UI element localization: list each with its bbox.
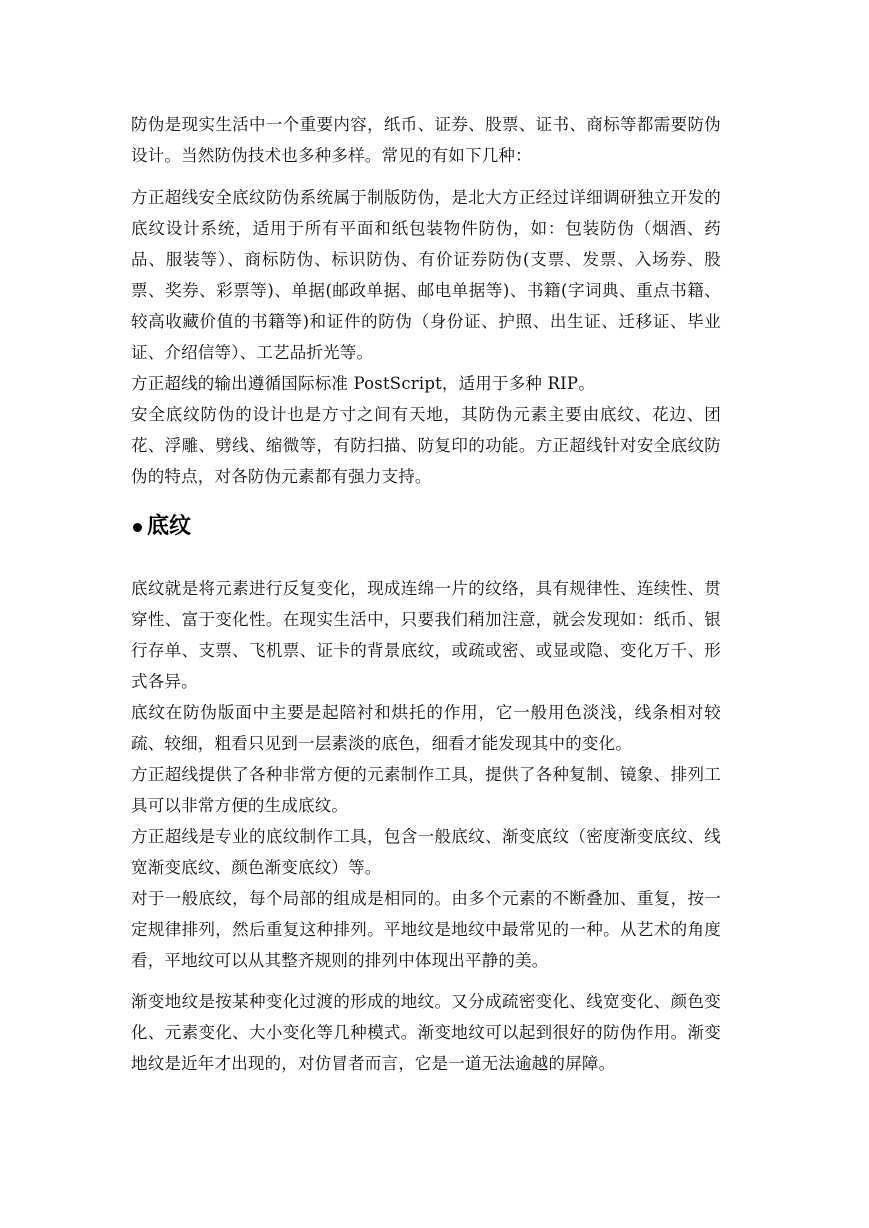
section-heading (131, 512, 721, 542)
section-paragraph-1: 底纹就是将元素进行反复变化，现成连绵一片的纹络，具有规律性、连续性、贯穿性、富于变化性。在现实生活中，只要我们稍加注意，就会发现如：纸币、银行存单、支票、飞机票、证卡的背景底纹，或疏或密、或显或隐、变化万千、形式各异。 (131, 579, 721, 691)
document-body (131, 109, 721, 1079)
intro-paragraph-4: 安全底纹防伪的设计也是方寸之间有天地，其防伪元素主要由底纹、花边、团花、浮雕、劈线、缩微等，有防扫描、防复印的功能。方正超线针对安全底纹防伪的特点，对各防伪元素都有强力支持。 (131, 405, 721, 486)
paragraph-spacer (131, 976, 721, 986)
section-spacer (131, 492, 721, 512)
intro-paragraph-1: 防伪是现实生活中一个重要内容，纸币、证券、股票、证书、商标等都需要防伪设计。当然防伪技术也多种多样。常见的有如下几种： (131, 115, 721, 165)
section-spacer (131, 542, 721, 573)
bullet-dot-icon (133, 523, 142, 532)
paragraph-spacer (131, 171, 721, 182)
section-heading-text: 底纹 (147, 514, 192, 539)
intro-paragraph-2: 方正超线安全底纹防伪系统属于制版防伪，是北大方正经过详细调研独立开发的底纹设计系统，适用于所有平面和纸包装物件防伪，如：包装防伪（烟酒、药品、服装等）、商标防伪、标识防伪、有价证券防伪(支票、发票、入场券、股票、奖券、彩票等)、单据(邮政单据、邮电单据等)、书籍(字词典、重点书籍、较高收藏价值的书籍等)和证件的防伪（身份证、护照、出生证、迁移证、毕业证、介绍信等）、工艺品折光等。 (131, 188, 721, 362)
section-paragraph-2: 底纹在防伪版面中主要是起陪衬和烘托的作用，它一般用色淡浅，线条相对较疏、较细，粗看只见到一层素淡的底色，细看才能发现其中的变化。 (131, 703, 721, 753)
section-paragraph-5: 对于一般底纹，每个局部的组成是相同的。由多个元素的不断叠加、重复，按一定规律排列，然后重复这种排列。平地纹是地纹中最常见的一种。从艺术的角度看，平地纹可以从其整齐规则的排列中体现出平静的美。 (131, 889, 721, 970)
section-paragraph-6: 渐变地纹是按某种变化过渡的形成的地纹。又分成疏密变化、线宽变化、颜色变化、元素变化、大小变化等几种模式。渐变地纹可以起到很好的防伪作用。渐变地纹是近年才出现的，对仿冒者而言，它是一道无法逾越的屏障。 (131, 992, 721, 1073)
intro-paragraph-3: 方正超线的输出遵循国际标准 PostScript，适用于多种 RIP。 (131, 374, 595, 393)
section-paragraph-3: 方正超线提供了各种非常方便的元素制作工具，提供了各种复制、镜象、排列工具可以非常方便的生成底纹。 (131, 765, 721, 815)
section-paragraph-4: 方正超线是专业的底纹制作工具，包含一般底纹、渐变底纹（密度渐变底纹、线宽渐变底纹、颜色渐变底纹）等。 (131, 827, 721, 877)
